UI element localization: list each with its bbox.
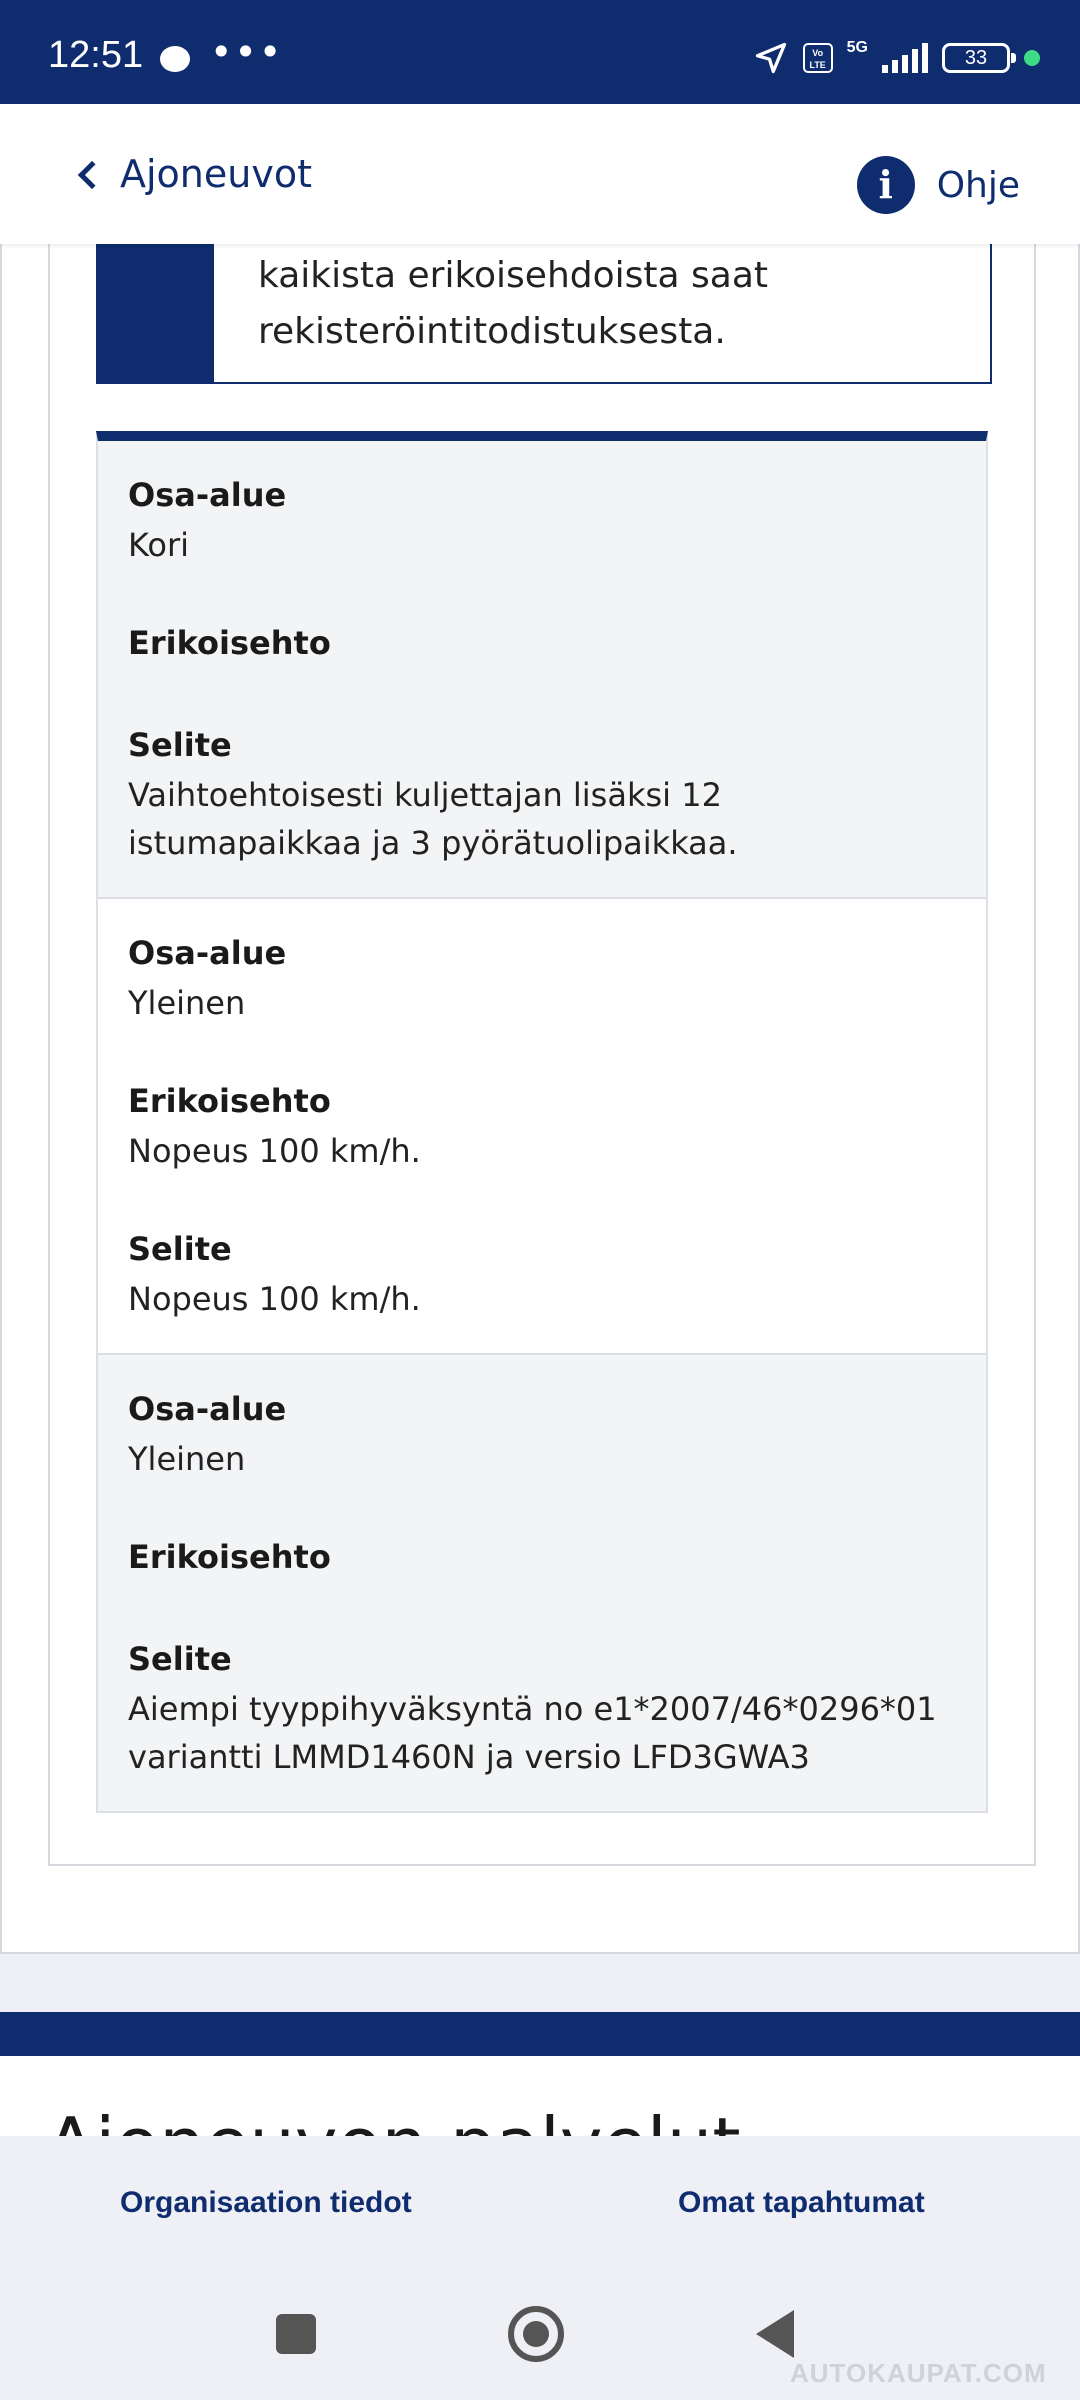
services-section — [0, 2056, 1080, 2136]
conditions-card — [48, 244, 1036, 1866]
chat-bubble-icon — [160, 46, 190, 72]
info-icon: i — [857, 156, 915, 214]
field-osa-alue — [128, 1389, 956, 1483]
notice-accent-bar — [98, 244, 214, 382]
field-selite — [128, 1229, 956, 1323]
condition-row — [98, 441, 986, 899]
condition-row — [98, 1355, 986, 1813]
field-osa-alue — [128, 475, 956, 569]
status-bar — [0, 0, 1080, 104]
location-arrow-icon — [753, 40, 789, 76]
field-selite — [128, 1639, 956, 1781]
recent-apps-icon[interactable] — [276, 2314, 316, 2354]
status-icons — [753, 38, 1040, 78]
network-type: 5G — [846, 39, 868, 56]
field-label: Osa-alue — [128, 476, 287, 514]
back-button[interactable] — [82, 152, 312, 196]
nav-organisation-info[interactable]: Organisaation tiedot — [120, 2186, 412, 2219]
home-icon[interactable] — [508, 2306, 564, 2362]
bottom-navigation — [0, 2136, 1080, 2400]
field-value: Vaihtoehtoisesti kuljettajan lisäksi 12 istumapaikkaa ja 3 pyörätuolipaikkaa. — [128, 776, 738, 862]
notice-text: kaikista erikoisehdoista saat rekisteröintitodistuksesta. — [258, 255, 769, 352]
vehicle-details-panel — [0, 244, 1080, 1954]
privacy-indicator-dot — [1024, 50, 1040, 66]
notice-box — [96, 244, 992, 384]
field-value: Nopeus 100 km/h. — [128, 1132, 421, 1170]
nav-own-events[interactable]: Omat tapahtumat — [678, 2186, 925, 2219]
condition-row — [98, 899, 986, 1355]
field-selite — [128, 725, 956, 867]
chevron-left-icon — [78, 161, 106, 189]
back-triangle-icon[interactable] — [756, 2310, 794, 2358]
field-label: Selite — [128, 726, 232, 764]
field-value: Nopeus 100 km/h. — [128, 1280, 421, 1318]
field-label: Selite — [128, 1640, 232, 1678]
back-label: Ajoneuvot — [120, 152, 312, 196]
field-osa-alue — [128, 933, 956, 1027]
signal-icon — [882, 43, 928, 73]
field-erikoisehto — [128, 1537, 956, 1577]
battery-icon: 33 — [942, 43, 1010, 73]
section-divider-bar — [0, 2012, 1080, 2056]
field-erikoisehto — [128, 623, 956, 663]
field-label: Selite — [128, 1230, 232, 1268]
field-label: Erikoisehto — [128, 624, 331, 662]
more-notifications-icon: ••• — [210, 30, 284, 74]
app-header — [0, 104, 1080, 244]
field-label: Osa-alue — [128, 934, 287, 972]
special-conditions-table — [96, 431, 988, 1813]
help-button[interactable] — [857, 156, 1020, 214]
status-time: 12:51 — [48, 34, 144, 76]
field-value: Aiempi tyyppihyväksyntä no e1*2007/46*0296*01 variantti LMMD1460N ja versio LFD3GWA3 — [128, 1690, 937, 1776]
field-label: Erikoisehto — [128, 1538, 331, 1576]
help-label: Ohje — [936, 164, 1020, 206]
volte-icon: Vo LTE — [803, 43, 833, 73]
field-value: Yleinen — [128, 1440, 246, 1478]
field-value: Yleinen — [128, 984, 246, 1022]
watermark: AUTOKAUPAT.COM — [790, 2358, 1047, 2388]
field-erikoisehto — [128, 1081, 956, 1175]
field-value: Kori — [128, 526, 190, 564]
field-label: Erikoisehto — [128, 1082, 331, 1120]
field-label: Osa-alue — [128, 1390, 287, 1428]
